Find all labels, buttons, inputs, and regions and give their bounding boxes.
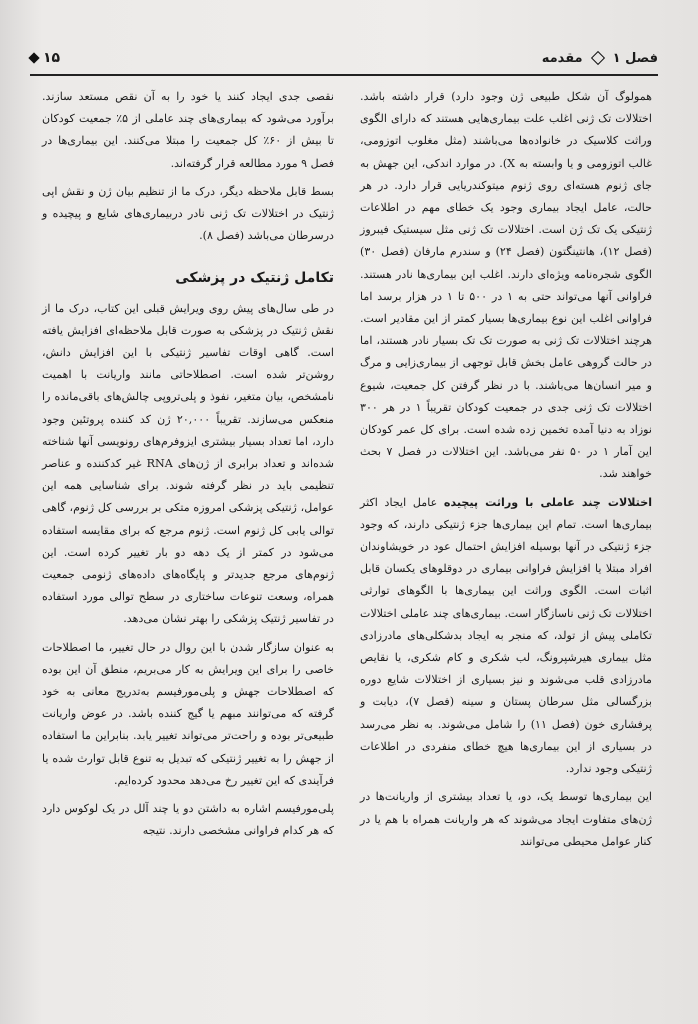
diamond-icon [591, 51, 605, 65]
paragraph-text: عامل ایجاد اکثر بیماری‌ها است. تمام این بیماری‌ها جزء ژنتیکی دارند، که وجود جزء ژنتیکی در آنها بوسیله افزایش احتمال عود در خویشاوندان افراد مبتلا یا افزایش فراوانی بیماری در دوقلوهای یکسان قابل اثبات است. الگوی وراثت این بیماری‌ها با الگوهای توارثی اختلالات تک ژنی ناسازگار است. بیماری‌های چند عاملی اختلالات تکاملی پیش از تولد، که منجر به ایجاد بدشکلی‌های مادرزادی مثل بیماری هیرشپرونگ، لب شکری و کام شکری، یا نقایص مادرزادی قلب می‌شوند و نیز بسیاری از اختلالات شایع دوره بزرگسالی مثل سرطان پستان و سینه (فصل ۷)، دیابت و پرفشاری خون (فصل ۱۱) را شامل می‌شوند. به نظر می‌رسد در بسیاری از این بیماری‌ها هیچ خطای منفردی در اطلاعات ژنتیکی وجود ندارد. [360, 495, 652, 776]
chapter-label: فصل ۱ [612, 50, 658, 66]
section-heading: تکامل ژنتیک در پزشکی [175, 270, 334, 287]
paragraph: در طی سال‌های پیش روی ویرایش قبلی این کتاب، درک ما از نقش ژنتیک در پزشکی به صورت قابل ملاحظه‌ای افزایش یافته است. گاهی اوقات تفاسیر ژنتیکی با این افزایش دانش، روشن‌تر شده است. اصطلاحاتی مانند واریانت با اهمیت نامشخص، بیان متغیر، نفوذ و پلی‌تروپی چالش‌های باقی‌مانده را منعکس می‌سازند. تقریباً ۲۰,۰۰۰ ژن کد کننده پروتئین وجود دارد، اما تعداد بسیار بیشتری ایزوفرم‌های رونویسی آنها شناخته شده‌اند و تعداد برابری از ژن‌های RNA غیر کدکننده و عناصر تنظیمی باید در نظر گرفته شوند. برای شناسایی همه این عوامل، ژنتیکی پزشکی امروزه متکی بر بررسی کل ژنوم، گاهی توالی یابی کل ژنوم است. ژنوم مرجع که برای مقایسه استفاده می‌شود در کمتر از یک دهه دو بار تغییر کرده است. این ژنوم‌های مرجع جدیدتر و پایگاه‌های داده‌های ژنومی جمعیت همراه، وسعت تنوعات ساختاری در سطح توالی مورد استفاده در تفاسیر ژنتیک پزشکی را بهتر نشان می‌دهد. [42, 301, 335, 626]
running-header [30, 44, 658, 72]
page-number [30, 50, 60, 66]
left-column [42, 86, 334, 849]
paragraph: نقصی جدی ایجاد کنند یا خود را به آن نقص مستعد سازند. برآورد می‌شود که بیماری‌های چند عاملی از ۵٪ جمعیت کودکان تا بیش از ۶۰٪ کل جمعیت را مبتلا می‌کنند. این بیماری‌ها در فصل ۹ مورد مطالعه قرار گرفته‌اند. [42, 90, 335, 170]
paragraph: به عنوان سازگار شدن با این روال در حال تغییر، ما اصطلاحات خاصی را برای این ویرایش به کار می‌بریم، منطق آن این بوده که اصطلاحات جهش و پلی‌مورفیسم به‌تدریج معانی به خود گرفته که می‌توانند مبهم یا گیج کننده باشد. در عوض واریانت طبیعی‌تر بوده و راحت‌تر می‌تواند تغییر یابد. بنابراین ما استفاده از جهش را به تغییر ژنتیکی که تبدیل به تنوع قابل توارث شده یا فرآیندی که این تغییر رخ می‌دهد محدود کرده‌ایم. [42, 640, 334, 787]
paragraph: پلی‌مورفیسم اشاره به داشتن دو یا چند آلل در یک لوکوس دارد که هر کدام فراوانی مشخصی دارند. نتیجه [42, 802, 334, 838]
run-in-heading: اختلالات چند عاملی با وراثت پیچیده [443, 495, 652, 509]
right-column [360, 86, 652, 859]
header-chapter [542, 51, 658, 66]
section-label: مقدمه [541, 50, 583, 66]
paragraph: این بیماری‌ها توسط یک، دو، یا تعداد بیشتری از واریانت‌ها در ژن‌های متفاوت ایجاد می‌شوند که هر واریانت همراه با هم یا در کنار عوامل محیطی می‌توانند [360, 790, 652, 848]
paragraph: بسط قابل ملاحظه دیگر، درک ما از تنظیم بیان ژن و نقش اپی ژنتیک در اختلالات تک ژنی نادر دربیماری‌های شایع و پیچیده و درسرطان می‌باشد (فصل ۸). [42, 184, 334, 243]
paragraph [360, 492, 652, 781]
page-number-text: ۱۵ [43, 50, 61, 66]
paragraph: همولوگ آن شکل طبیعی ژن وجود دارد) قرار داشته باشد. اختلالات تک ژنی اغلب علت بیماری‌هایی هستند که دارای الگوی وراثت کلاسیک در خانواده‌ها می‌باشند (مثل مغلوب اتوزومی، غالب اتوزومی و یا وابسته به X). در موارد اندکی، این جهش به جای ژنوم هسته‌ای روی ژنوم میتوکندریایی قرار دارد. در هر حالت، عامل ایجاد بیماری وجود یک خطای مهم در اطلاعات ژنتیکی یک تک ژن است. اختلالات تک ژنی مثل سیستیک فیبروز (فصل ۱۲)، هانتینگتون (فصل ۲۴) و سندرم مارفان (فصل ۳۰) الگوی شجره‌نامه ویژه‌ای دارند. اغلب این بیماری‌ها نادر هستند. فراوانی آنها می‌تواند حتی به ۱ در ۵۰۰ تا ۱ در هزار برسد اما فراوانی اغلب این نوع بیماری‌ها بسیار کمتر از این مقادیر است. هرچند اختلالات تک ژنی به صورت تک تک بسیار نادر هستند، اما در حالت گروهی عامل بخش قابل توجهی از بیماری‌زایی و مرگ و میر انسان‌ها می‌باشند. با در نظر گرفتن کل جمعیت، شیوع اختلالات تک ژنی جدی در جمعیت کودکان تقریباً ۱ در هر ۳۰۰ نوزاد به دنیا آمده تخمین زده شده است. برای کل عمر کودکان این آمار ۱ در ۵۰ نفر می‌باشد. این اختلالات در فصل ۷ بحث خواهند شد. [360, 90, 653, 481]
filled-diamond-icon [28, 52, 39, 63]
header-rule [30, 74, 658, 76]
